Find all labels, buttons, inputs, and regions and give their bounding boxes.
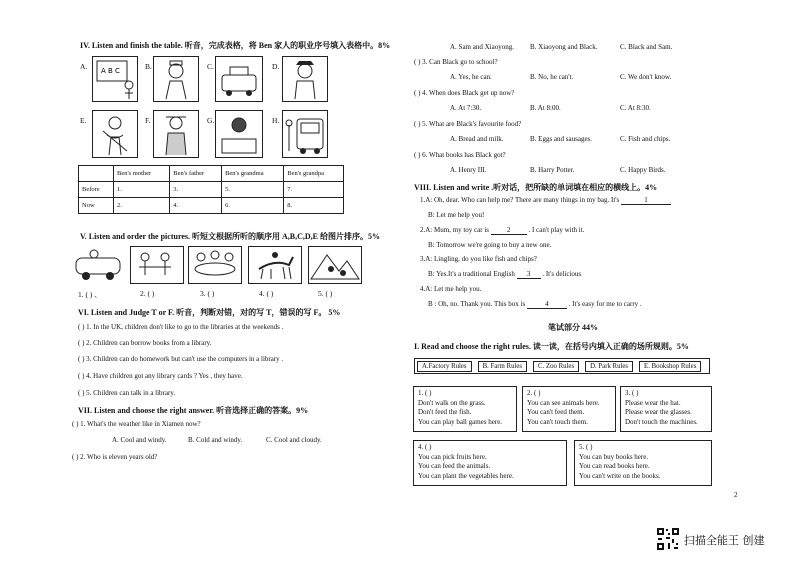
horse-riding-picture (248, 246, 302, 284)
q5-option-a: A. Bread and milk. (450, 135, 504, 143)
picture-label-a: A. (80, 62, 88, 71)
q3-option-c: C. We don't know. (620, 73, 672, 81)
choice-question-2[interactable]: ( ) 2. Who is eleven years old? (72, 453, 158, 461)
rule-option-b: B. Farm Rules (478, 361, 527, 372)
watermark-text: 扫描全能王 创建 (684, 534, 765, 547)
q2-option-b: B. Xiaoyong and Black. (530, 43, 598, 51)
rule-card-line: You can feed the animals. (418, 462, 491, 470)
judge-item-5[interactable]: ( ) 5. Children can talk in a library. (78, 389, 176, 397)
q3-option-b: B. No, he can't. (530, 73, 574, 81)
section7-title: VII. Listen and choose the right answer. 听音选择正确的答案。9% (78, 406, 309, 415)
rule-card-answer[interactable]: 5. ( ) (579, 443, 593, 451)
choice-question-6[interactable]: ( ) 6. What books has Black got? (414, 151, 506, 159)
dialogue-3b-text: B: Yes.It's a traditional English (428, 270, 515, 278)
table-row-label: Now (79, 198, 114, 214)
picture-label-e: E. (80, 116, 87, 125)
order-answer-3[interactable]: 3. ( ) (200, 289, 215, 298)
section8-title: VIII. Listen and write .听对话，把所缺的单词填在相应的横线上。4% (414, 183, 658, 192)
rule-card-4 (413, 440, 567, 486)
q2-option-c: C. Black and Sam. (620, 43, 673, 51)
car-trip-picture (70, 246, 126, 282)
q1-option-b: B. Cold and windy. (188, 436, 243, 444)
q1-option-c: C. Cool and cloudy. (266, 436, 322, 444)
table-header-cell: Ben's grandpa (284, 166, 344, 182)
rule-card-answer[interactable]: 4. ( ) (418, 443, 432, 451)
dialogue-2a-end: . I can't play with it. (528, 226, 585, 234)
table-cell[interactable]: 4. (170, 198, 222, 214)
q3-option-a: A. Yes, he can. (450, 73, 492, 81)
cashier-picture (215, 110, 263, 158)
musician-picture (92, 110, 138, 158)
table-header-cell: Ben's mother (114, 166, 170, 182)
choice-question-1[interactable]: ( ) 1. What's the weather like in Xiamen now? (72, 420, 201, 428)
judge-item-1[interactable]: ( ) 1. In the UK, children don't like to go to the libraries at the weekends . (78, 323, 284, 331)
rule-option-e: E. Bookshop Rules (639, 361, 701, 372)
blank-2[interactable]: 2 (491, 226, 527, 235)
blank-4[interactable]: 4 (527, 300, 567, 309)
q4-option-c: C. At 8:30. (620, 104, 651, 112)
dialogue-4b-end: . It's easy for me to carry . (568, 300, 642, 308)
taxi-picture (215, 56, 263, 102)
table-header-cell (79, 166, 114, 182)
table-header-cell: Ben's father (170, 166, 222, 182)
table-row (79, 198, 344, 214)
farmer-picture (153, 110, 199, 158)
picture-label-g: G. (207, 116, 215, 125)
q4-option-b: B. At 8:00. (530, 104, 561, 112)
blank-1[interactable]: 1 (621, 196, 671, 205)
nurse-picture (153, 56, 199, 102)
picture-label-h: H. (272, 116, 280, 125)
q2-option-a: A. Sam and Xiaoyong. (450, 43, 514, 51)
q6-option-b: B. Harry Potter. (530, 166, 575, 174)
dialogue-2a (420, 226, 584, 235)
dialogue-4b (428, 300, 642, 309)
dialogue-1a-text: 1.A: Oh, dear. Who can help me? There are many things in my bag. It's (420, 196, 620, 204)
rule-card-line: You can read books here. (579, 462, 650, 470)
table-row (79, 182, 344, 198)
rule-card-line: You can't touch them. (527, 417, 588, 426)
dialogue-1a (420, 196, 671, 205)
rule-card-1 (413, 386, 517, 432)
rule-card-answer[interactable]: 1. ( ) (418, 389, 432, 397)
section4-title: IV. Listen and finish the table. 听音，完成表格，将 Ben 家人的职业序号填入表格中。8% (80, 41, 391, 50)
rule-card-line: Please wear the glasses. (625, 408, 692, 416)
rule-card-line: Don't walk on the grass. (418, 398, 486, 407)
judge-item-3[interactable]: ( ) 3. Children can do homework but can't use the computers in a library . (78, 355, 284, 363)
choice-question-3[interactable]: ( ) 3. Can Black go to school? (414, 58, 498, 66)
choice-question-5[interactable]: ( ) 5. What are Black's favourite food? (414, 120, 522, 128)
table-cell[interactable]: 5. (222, 182, 284, 198)
rule-card-answer[interactable]: 2. ( ) (527, 389, 541, 397)
dialogue-1b: B: Let me help you! (428, 211, 485, 219)
table-cell[interactable]: 8. (284, 198, 344, 214)
table-cell[interactable]: 2. (114, 198, 170, 214)
judge-item-2[interactable]: ( ) 2. Children can borrow books from a library. (78, 339, 212, 347)
rule-card-5 (574, 440, 712, 486)
rule-card-line: You can see animals here. (527, 398, 600, 407)
dialogue-3a: 3.A: Lingling, do you like fish and chips? (420, 255, 537, 263)
judge-item-4[interactable]: ( ) 4. Have children got any library cards ? Yes , they have. (78, 372, 243, 380)
picture-label-f: F. (145, 116, 151, 125)
dialogue-4b-text: B : Oh, no. Thank you. This box is (428, 300, 526, 308)
playing-children-picture (130, 246, 184, 284)
table-header-row (79, 166, 344, 182)
section5-title: V. Listen and order the pictures. 听短文根据所听的顺序用 A,B,C,D,E 给图片排序。5% (80, 232, 381, 241)
rule-option-d: D. Park Rules (585, 361, 633, 372)
bus-picture (282, 110, 328, 158)
rule-card-line: Don't touch the machines. (625, 417, 698, 426)
dialogue-3b (428, 270, 581, 279)
table-cell[interactable]: 1. (114, 182, 170, 198)
picture-label-d: D. (272, 62, 280, 71)
rule-card-line: Please wear the hat. (625, 398, 681, 407)
q6-option-a: A. Henry III. (450, 166, 487, 174)
mountain-picture (308, 246, 362, 284)
dialogue-2a-text: 2.A: Mum, my toy car is (420, 226, 490, 234)
picture-label-c: C. (207, 62, 214, 71)
rule-card-answer[interactable]: 3. ( ) (625, 389, 639, 397)
table-cell[interactable]: 3. (170, 182, 222, 198)
order-answer-2[interactable]: 2. ( ) (140, 289, 155, 298)
rule-card-3 (620, 386, 712, 432)
q4-option-a: A. At 7:30. (450, 104, 482, 112)
rule-card-line: You can plant the vegetables here. (418, 471, 514, 480)
rule-card-line: Don't feed the fish. (418, 408, 472, 416)
table-row-label: Before (79, 182, 114, 198)
order-answer-1[interactable]: 1. ( ) 、 (78, 290, 102, 299)
jobs-table (78, 165, 344, 214)
dialogue-2b: B: Tomorrow we're going to buy a new one. (428, 241, 552, 249)
rule-option-a: A.Factory Rules (417, 361, 472, 372)
table-cell[interactable]: 6. (222, 198, 284, 214)
q5-option-b: B. Eggs and sausages. (530, 135, 593, 143)
dialogue-3b-end: . It's delicious (542, 270, 582, 278)
police-picture (282, 56, 328, 102)
rules-option-box (414, 358, 710, 374)
rule-card-line: You can pick fruits here. (418, 452, 487, 461)
qr-code-icon (656, 527, 680, 551)
dialogue-4a: 4.A: Let me help you. (420, 285, 482, 293)
picture-label-b: B. (145, 62, 152, 71)
written-part-header: 笔试部分 44% (548, 323, 598, 332)
choice-question-4[interactable]: ( ) 4. When does Black get up now? (414, 89, 515, 97)
q1-option-a: A. Cool and windy. (112, 436, 167, 444)
order-answer-5[interactable]: 5. ( ) (318, 289, 333, 298)
svg-text:A B C: A B C (101, 67, 120, 75)
q6-option-c: C. Happy Birds. (620, 166, 666, 174)
rule-option-c: C. Zoo Rules (533, 361, 579, 372)
rule-card-line: You can't write on the books. (579, 471, 661, 480)
table-header-cell: Ben's grandma (222, 166, 284, 182)
rule-card-line: You can play ball games here. (418, 417, 503, 426)
dinner-table-picture (188, 246, 242, 284)
section6-title: VI. Listen and Judge T or F. 听音，判断对错，对的写 T，错误的写 F。 5% (78, 308, 341, 317)
blank-3[interactable]: 3 (517, 270, 541, 279)
q5-option-c: C. Fish and chips. (620, 135, 671, 143)
rule-card-line: You can't feed them. (527, 408, 585, 416)
order-answer-4[interactable]: 4. ( ) (259, 289, 274, 298)
page-number: 2 (734, 491, 738, 499)
rule-card-line: You can buy books here. (579, 452, 649, 461)
rule-card-2 (522, 386, 616, 432)
table-cell[interactable]: 7. (284, 182, 344, 198)
teacher-picture (92, 56, 138, 102)
written-section1-title: I. Read and choose the right rules. 读一读，在括号内填入正确的场所规则。5% (414, 342, 689, 351)
